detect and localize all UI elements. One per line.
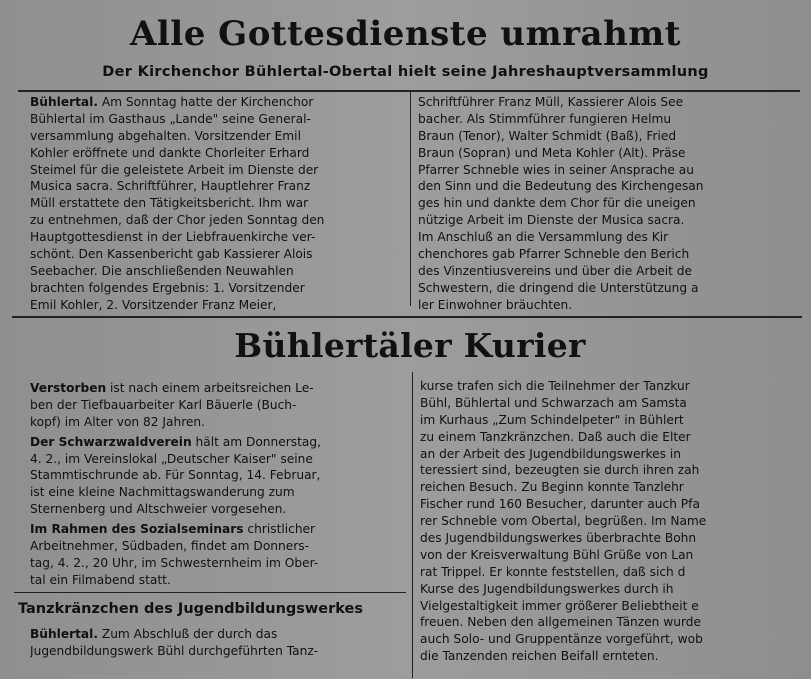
line-text: kurse trafen sich die Teilnehmer der Tanzkur — [420, 379, 690, 393]
line-text: Emil Kohler, 2. Vorsitzender Franz Meier, — [30, 297, 277, 312]
tanzkraenzchen-body — [30, 626, 404, 660]
line-text: chenchores gab Pfarrer Schneble den Berich — [418, 247, 690, 262]
line-text: Sternenberg und Altschweier vorgesehen. — [30, 502, 287, 517]
text-line — [30, 128, 402, 145]
tanzkraenzchen-heading: Tanzkränzchen des Jugendbildungswerkes — [18, 601, 364, 617]
article1-headline: Alle Gottesdienste umrahmt — [130, 14, 681, 54]
text-line — [420, 378, 810, 395]
text-line — [420, 429, 810, 446]
line-text: Kohler eröffnete und dankte Chorleiter Erhard — [30, 145, 310, 160]
text-line — [418, 128, 810, 145]
text-line — [30, 555, 404, 572]
line-text: Bühlertal im Gasthaus „Lande" seine General- — [30, 111, 311, 126]
article2-left-column — [30, 380, 404, 589]
article1-column-divider — [410, 92, 411, 306]
line-text: bacher. Als Stimmführer fungieren Helmu — [418, 111, 672, 126]
line-text: Im Anschluß an die Versammlung des Kir — [418, 230, 669, 245]
line-text: des Vinzentiusvereins und über die Arbeit de — [418, 263, 693, 278]
line-text: Vielgestaltigkeit immer größerer Beliebtheit e — [420, 598, 699, 613]
text-line — [30, 162, 402, 179]
article1-subhead: Der Kirchenchor Bühlertal-Obertal hielt seine Jahreshauptversammlung — [102, 64, 709, 80]
text-line — [420, 598, 810, 615]
line-text: auch Solo- und Gruppentänze vorgeführt, wob — [420, 632, 703, 647]
text-line — [30, 626, 404, 643]
text-line — [420, 547, 810, 564]
line-text: tag, 4. 2., 20 Uhr, im Schwesternheim im Ober- — [30, 555, 319, 570]
text-line — [420, 462, 810, 479]
lead-in: Der Schwarzwaldverein — [30, 434, 192, 449]
line-text: an der Arbeit des Jugendbildungswerkes in — [420, 446, 681, 461]
text-line — [418, 162, 810, 179]
text-line — [30, 145, 402, 162]
text-line — [420, 648, 810, 665]
text-line — [420, 513, 810, 530]
text-line — [418, 94, 810, 111]
line-text: Hauptgottesdienst in der Liebfrauenkirche ver- — [30, 230, 316, 245]
text-line — [30, 643, 404, 660]
article2-headline: Bühlertäler Kurier — [234, 326, 586, 365]
line-text: Zum Abschluß der durch das — [97, 627, 278, 641]
text-line — [418, 263, 810, 280]
text-line — [418, 145, 810, 162]
line-text: des Jugendbildungswerkes überbrachte Bohn — [420, 531, 697, 546]
line-text: Schriftführer Franz Müll, Kassierer Alois See — [418, 95, 684, 109]
line-text: hält am Donnerstag, — [191, 434, 321, 449]
text-line — [418, 111, 810, 128]
line-text: Fischer rund 160 Besucher, darunter auch Pfa — [420, 497, 700, 512]
line-text: kopf) im Alter von 82 Jahren. — [30, 414, 206, 429]
text-line — [30, 484, 404, 501]
text-line — [30, 229, 402, 246]
line-text: zu einem Tanzkränzchen. Daß auch die Elter — [420, 429, 691, 444]
line-text: von der Kreisverwaltung Bühl Grüße von Lan — [420, 547, 694, 562]
line-text: den Sinn und die Bedeutung des Kirchengesan — [418, 179, 704, 194]
line-text: ler Einwohner bräuchten. — [418, 297, 573, 312]
text-line — [420, 479, 810, 496]
text-line — [30, 195, 402, 212]
line-text: Seebacher. Die anschließenden Neuwahlen — [30, 263, 294, 278]
section-head-top-rule — [14, 592, 406, 593]
text-line — [30, 521, 404, 538]
text-line — [30, 263, 402, 280]
text-line — [30, 212, 402, 229]
line-text: Am Sonntag hatte der Kirchenchor — [97, 95, 314, 109]
line-text: brachten folgendes Ergebnis: 1. Vorsitzender — [30, 280, 305, 295]
lead-in: Bühlertal. — [30, 627, 98, 641]
article1-left-column — [30, 94, 402, 314]
line-text: 4. 2., im Vereinslokal „Deutscher Kaiser" seine — [30, 451, 313, 466]
text-line — [420, 564, 810, 581]
lead-in: Verstorben — [30, 381, 107, 395]
line-text: im Kurhaus „Zum Schindelpeter" in Bühlert — [420, 412, 684, 427]
text-line — [420, 614, 810, 631]
line-text: Braun (Tenor), Walter Schmidt (Baß), Fried — [418, 128, 677, 143]
line-text: rat Trippel. Er konnte feststellen, daß sich d — [420, 564, 686, 579]
text-line — [30, 538, 404, 555]
text-line — [30, 572, 404, 589]
line-text: Musica sacra. Schriftführer, Hauptlehrer Franz — [30, 179, 311, 194]
text-line — [30, 94, 402, 111]
line-text: rer Schneble vom Obertal, begrüßen. Im Name — [420, 514, 707, 529]
line-text: Steimel für die geleistete Arbeit im Dienste der — [30, 162, 319, 177]
text-line — [30, 451, 404, 468]
text-line — [30, 111, 402, 128]
line-text: ges hin und dankte dem Chor für die uneigen — [418, 196, 696, 211]
text-line — [420, 581, 810, 598]
line-text: reichen Besuch. Zu Beginn konnte Tanzlehr — [420, 480, 684, 495]
text-line — [30, 467, 404, 484]
text-line — [420, 496, 810, 513]
text-line — [418, 297, 810, 314]
text-line — [30, 414, 404, 431]
text-line — [30, 434, 404, 451]
line-text: Arbeitnehmer, Südbaden, findet am Donners- — [30, 539, 309, 554]
line-text: freuen. Neben den allgemeinen Tänzen wurde — [420, 615, 701, 630]
line-text: ist eine kleine Nachmittagswanderung zum — [30, 485, 295, 500]
lead-in: Im Rahmen des Sozialseminars — [30, 522, 244, 537]
line-text: Braun (Sopran) und Meta Kohler (Alt). Präse — [418, 145, 686, 160]
line-text: ist nach einem arbeitsreichen Le- — [106, 381, 314, 395]
text-line — [30, 501, 404, 518]
article2-column-divider — [412, 372, 413, 678]
text-line — [30, 397, 404, 414]
text-line — [30, 297, 402, 314]
article1-top-rule — [18, 90, 800, 92]
line-text: teressiert sind, bezeugten sie durch ihren zah — [420, 463, 700, 478]
article2-right-column — [420, 378, 810, 665]
line-text: versammlung abgehalten. Vorsitzender Emil — [30, 128, 301, 143]
line-text: Bühl, Bühlertal und Schwarzach am Samsta — [420, 395, 687, 410]
line-text: tal ein Filmabend statt. — [30, 572, 171, 587]
text-line — [418, 195, 810, 212]
text-line — [418, 178, 810, 195]
line-text: christlicher — [243, 522, 316, 537]
text-line — [418, 212, 810, 229]
line-text: nützige Arbeit im Dienste der Musica sacra. — [418, 213, 685, 228]
lead-in: Bühlertal. — [30, 95, 98, 109]
line-text: die Tanzenden reichen Beifall ernteten. — [420, 649, 659, 664]
line-text: Pfarrer Schneble wies in seiner Ansprache au — [418, 162, 694, 177]
text-line — [30, 178, 402, 195]
text-line — [418, 246, 810, 263]
line-text: Müll erstattete den Tätigkeitsbericht. Ihm war — [30, 196, 309, 211]
line-text: schönt. Den Kassenbericht gab Kassierer Alois — [30, 247, 313, 262]
text-line — [420, 412, 810, 429]
text-line — [420, 530, 810, 547]
text-line — [30, 246, 402, 263]
line-text: Schwestern, die dringend die Unterstützung a — [418, 280, 699, 295]
text-line — [420, 631, 810, 648]
line-text: Stammtischrunde ab. Für Sonntag, 14. Februar, — [30, 468, 321, 483]
text-line — [418, 229, 810, 246]
text-line — [30, 380, 404, 397]
line-text: Jugendbildungswerk Bühl durchgeführten Tanz- — [30, 643, 319, 658]
line-text: zu entnehmen, daß der Chor jeden Sonntag den — [30, 213, 325, 228]
section-separator-rule — [12, 316, 802, 318]
text-line — [418, 280, 810, 297]
text-line — [420, 446, 810, 463]
line-text: ben der Tiefbauarbeiter Karl Bäuerle (Buch- — [30, 397, 297, 412]
text-line — [420, 395, 810, 412]
text-line — [30, 280, 402, 297]
line-text: Kurse des Jugendbildungswerkes durch ih — [420, 581, 674, 596]
article1-right-column — [418, 94, 810, 314]
